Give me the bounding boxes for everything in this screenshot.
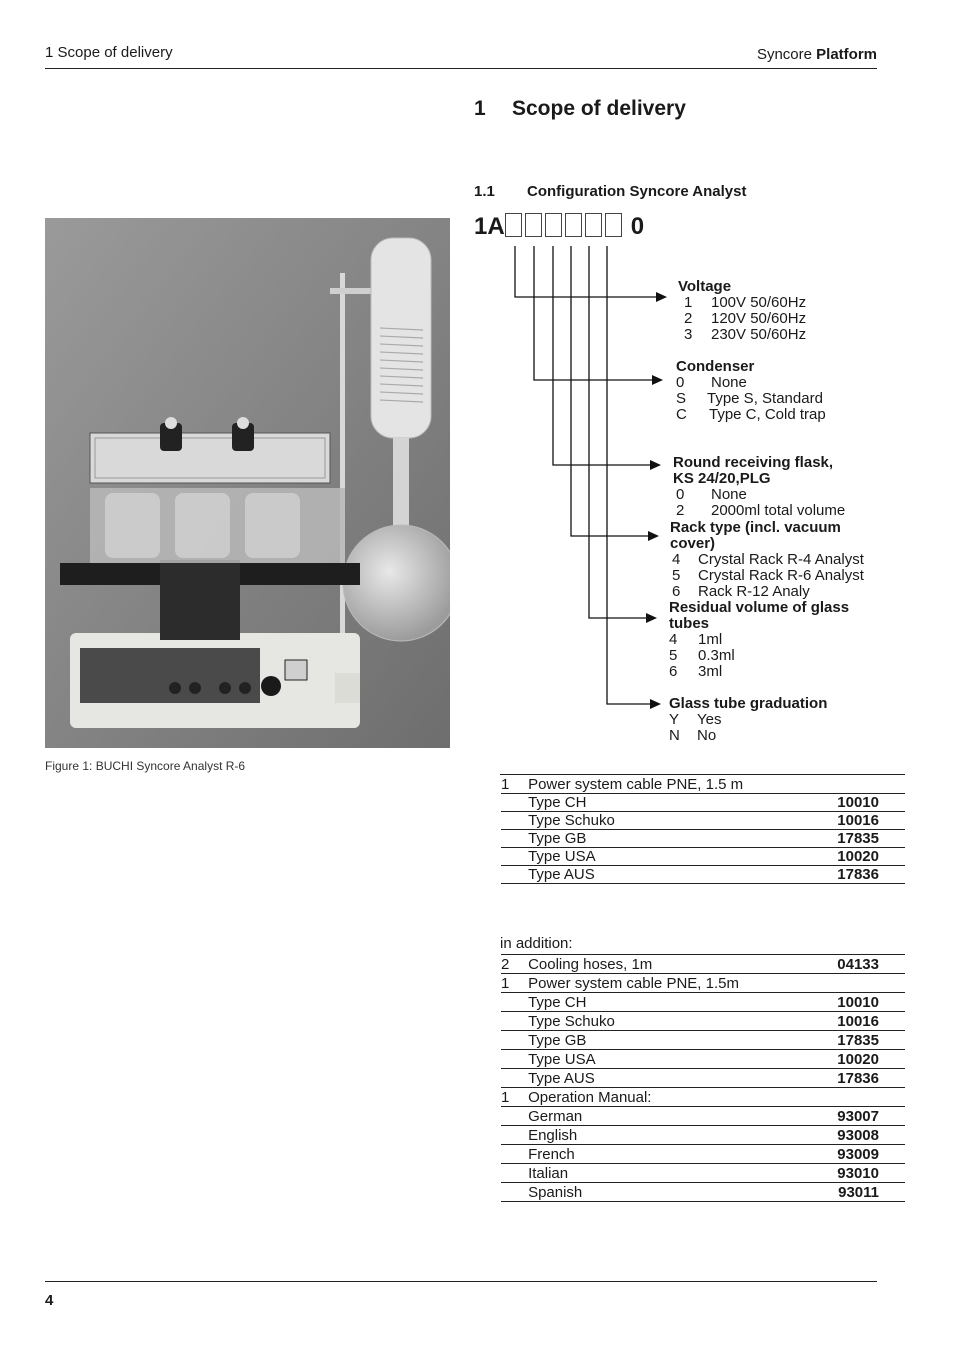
order-number-cell: 93008 [837, 1127, 879, 1144]
table-row [501, 1126, 905, 1145]
quantity-cell: 1 [501, 975, 510, 992]
table1-body [501, 776, 905, 884]
order-number-cell: 93010 [837, 1165, 879, 1182]
description-cell: Operation Manual: [528, 1089, 652, 1106]
option-title: Voltage [678, 278, 732, 295]
quantity-cell [501, 993, 528, 1012]
option-value: 2000ml total volume [711, 502, 846, 519]
option-value: None [711, 486, 747, 503]
product-prefix: Syncore [756, 46, 812, 63]
option-title: Glass tube graduation [669, 695, 828, 712]
description-cell: Type CH [528, 994, 587, 1011]
parts-table-power-cable [501, 776, 905, 884]
quantity-cell [501, 1031, 528, 1050]
syncore-analyst-illustration [45, 218, 450, 748]
order-number-cell [819, 776, 905, 794]
option-row [678, 327, 806, 343]
table-row [501, 812, 905, 830]
code-box [545, 213, 562, 237]
section-title [474, 183, 746, 200]
order-number-cell: 10010 [837, 794, 879, 811]
connector-voltage [515, 246, 660, 297]
option-row [676, 407, 826, 423]
code-box [505, 213, 522, 237]
option-title: cover) [670, 535, 716, 552]
header-rule [45, 68, 877, 69]
option-key: 0 [676, 374, 685, 391]
description-cell: Spanish [528, 1184, 583, 1201]
option-key: C [676, 406, 687, 423]
description-cell: Type CH [528, 794, 587, 811]
description-cell: Type GB [528, 830, 587, 847]
option-title: KS 24/20,PLG [673, 470, 771, 487]
description-cell: French [528, 1146, 575, 1163]
option-key: 2 [676, 502, 685, 519]
code-box [585, 213, 602, 237]
config-code [474, 213, 644, 241]
order-number-cell: 10020 [837, 848, 879, 865]
table-row [501, 848, 905, 866]
option-key: N [669, 727, 680, 744]
option-key: 1 [684, 294, 693, 311]
option-row [673, 503, 845, 519]
description-cell: Power system cable PNE, 1.5m [528, 975, 739, 992]
order-number-cell: 17836 [837, 866, 879, 883]
quantity-cell [501, 794, 528, 812]
description-cell: German [528, 1108, 583, 1125]
option-row [676, 375, 826, 391]
product-bold: Platform [816, 46, 877, 63]
page-title [474, 97, 686, 121]
connector-graduation [607, 246, 654, 704]
option-value: None [711, 374, 747, 391]
option-row [678, 295, 806, 311]
quantity-cell [501, 1069, 528, 1088]
option-key: 5 [672, 567, 681, 584]
option-glass-graduation [669, 696, 827, 744]
option-row [669, 664, 849, 680]
config-connector-lines [470, 240, 680, 720]
option-value: Crystal Rack R-4 Analyst [698, 551, 864, 568]
description-cell: Power system cable PNE, 1.5 m [528, 776, 744, 793]
option-key: 4 [669, 631, 678, 648]
order-number-cell [819, 974, 905, 993]
option-row [669, 712, 827, 728]
quantity-cell [501, 830, 528, 848]
option-row [676, 391, 826, 407]
connector-condenser [534, 246, 656, 380]
order-number-cell [819, 1088, 905, 1107]
option-row [669, 728, 827, 744]
option-value: 3ml [698, 663, 723, 680]
quantity-cell [501, 1107, 528, 1126]
product-photo [45, 218, 450, 748]
description-cell: Cooling hoses, 1m [528, 956, 653, 973]
order-number-cell: 93009 [837, 1146, 879, 1163]
code-box [565, 213, 582, 237]
table1-top-rule [500, 774, 905, 775]
code-suffix: 0 [630, 213, 645, 240]
order-number-cell: 17835 [837, 1032, 879, 1049]
table-row [501, 974, 905, 993]
quantity-cell [501, 1183, 528, 1202]
quantity-cell: 1 [501, 1089, 510, 1106]
option-key: 2 [684, 310, 693, 327]
option-value: Type C, Cold trap [709, 406, 826, 423]
table-row [501, 1107, 905, 1126]
option-rack-type [670, 520, 864, 600]
option-key: Y [669, 711, 680, 728]
running-header-product [757, 46, 877, 63]
option-voltage [678, 279, 806, 343]
table-row [501, 1012, 905, 1031]
in-addition-label: in addition: [500, 935, 573, 952]
option-key: 5 [669, 647, 678, 664]
order-number-cell: 93011 [838, 1184, 879, 1201]
option-title: Round receiving flask, [673, 454, 834, 471]
table-row [501, 1183, 905, 1202]
subheading-title: Configuration Syncore Analyst [527, 183, 747, 200]
order-number-cell: 17836 [837, 1070, 879, 1087]
option-value: No [697, 727, 717, 744]
option-key: 4 [672, 551, 681, 568]
table-row [501, 830, 905, 848]
order-number-cell: 93007 [837, 1108, 879, 1125]
quantity-cell [501, 1050, 528, 1069]
description-cell: Type AUS [528, 866, 595, 883]
option-row [669, 648, 849, 664]
quantity-cell: 2 [501, 956, 510, 973]
description-cell: Type USA [528, 1051, 596, 1068]
table-row [501, 1031, 905, 1050]
quantity-cell [501, 1145, 528, 1164]
quantity-cell: 1 [501, 776, 510, 793]
figure-caption: Figure 1: BUCHI Syncore Analyst R-6 [45, 759, 246, 773]
option-value: Yes [697, 711, 722, 728]
table-row [501, 866, 905, 884]
description-cell: Italian [528, 1165, 569, 1182]
option-title: tubes [669, 615, 710, 632]
option-value: Rack R-12 Analy [698, 583, 810, 600]
option-row [669, 632, 849, 648]
footer-rule [45, 1281, 877, 1282]
option-row [673, 487, 845, 503]
heading-number: 1 [474, 97, 486, 120]
description-cell: Type Schuko [528, 812, 615, 829]
option-title: Condenser [676, 358, 755, 375]
description-cell: Type AUS [528, 1070, 595, 1087]
order-number-cell: 10010 [837, 994, 879, 1011]
page-number: 4 [45, 1292, 54, 1309]
option-receiving-flask [673, 455, 845, 519]
option-value: 1ml [698, 631, 723, 648]
option-value: 120V 50/60Hz [711, 310, 807, 327]
code-box [525, 213, 542, 237]
order-number-cell: 04133 [837, 956, 879, 973]
table-row [501, 1145, 905, 1164]
table-row [501, 955, 905, 974]
quantity-cell [501, 1126, 528, 1145]
option-key: 6 [672, 583, 681, 600]
option-key: 3 [684, 326, 693, 343]
table-row [501, 1088, 905, 1107]
table2-body [501, 955, 905, 1202]
table-row [501, 1069, 905, 1088]
option-row [670, 552, 864, 568]
table-row [501, 1164, 905, 1183]
description-cell: English [528, 1127, 578, 1144]
quantity-cell [501, 866, 528, 884]
option-value: Crystal Rack R-6 Analyst [698, 567, 864, 584]
connector-rack [571, 246, 652, 536]
order-number-cell: 17835 [837, 830, 879, 847]
running-header-section: 1 Scope of delivery [45, 44, 173, 61]
order-number-cell: 10020 [837, 1051, 879, 1068]
table-row [501, 993, 905, 1012]
table-row [501, 776, 905, 794]
quantity-cell [501, 848, 528, 866]
heading-title: Scope of delivery [512, 97, 686, 120]
description-cell: Type GB [528, 1032, 587, 1049]
option-key: S [676, 390, 687, 407]
quantity-cell [501, 1164, 528, 1183]
code-box [605, 213, 622, 237]
option-key: 0 [676, 486, 685, 503]
option-row [678, 311, 806, 327]
option-residual-volume [669, 600, 849, 680]
option-row [670, 568, 864, 584]
table-row [501, 794, 905, 812]
option-title: Rack type (incl. vacuum [670, 519, 841, 536]
option-value: 100V 50/60Hz [711, 294, 807, 311]
subheading-number: 1.1 [474, 183, 495, 200]
quantity-cell [501, 812, 528, 830]
option-title: Residual volume of glass [669, 599, 850, 616]
quantity-cell [501, 1012, 528, 1031]
order-number-cell: 10016 [837, 1013, 879, 1030]
option-value: Type S, Standard [707, 390, 823, 407]
option-condenser [676, 359, 826, 423]
option-row [670, 584, 864, 600]
connector-flask [553, 246, 654, 465]
table-row [501, 1050, 905, 1069]
connector-residual [589, 246, 650, 618]
parts-table-in-addition [501, 954, 905, 1202]
option-key: 6 [669, 663, 678, 680]
description-cell: Type USA [528, 848, 596, 865]
order-number-cell: 10016 [837, 812, 879, 829]
description-cell: Type Schuko [528, 1013, 615, 1030]
option-value: 230V 50/60Hz [711, 326, 807, 343]
code-prefix: 1A [474, 213, 505, 240]
option-value: 0.3ml [698, 647, 735, 664]
